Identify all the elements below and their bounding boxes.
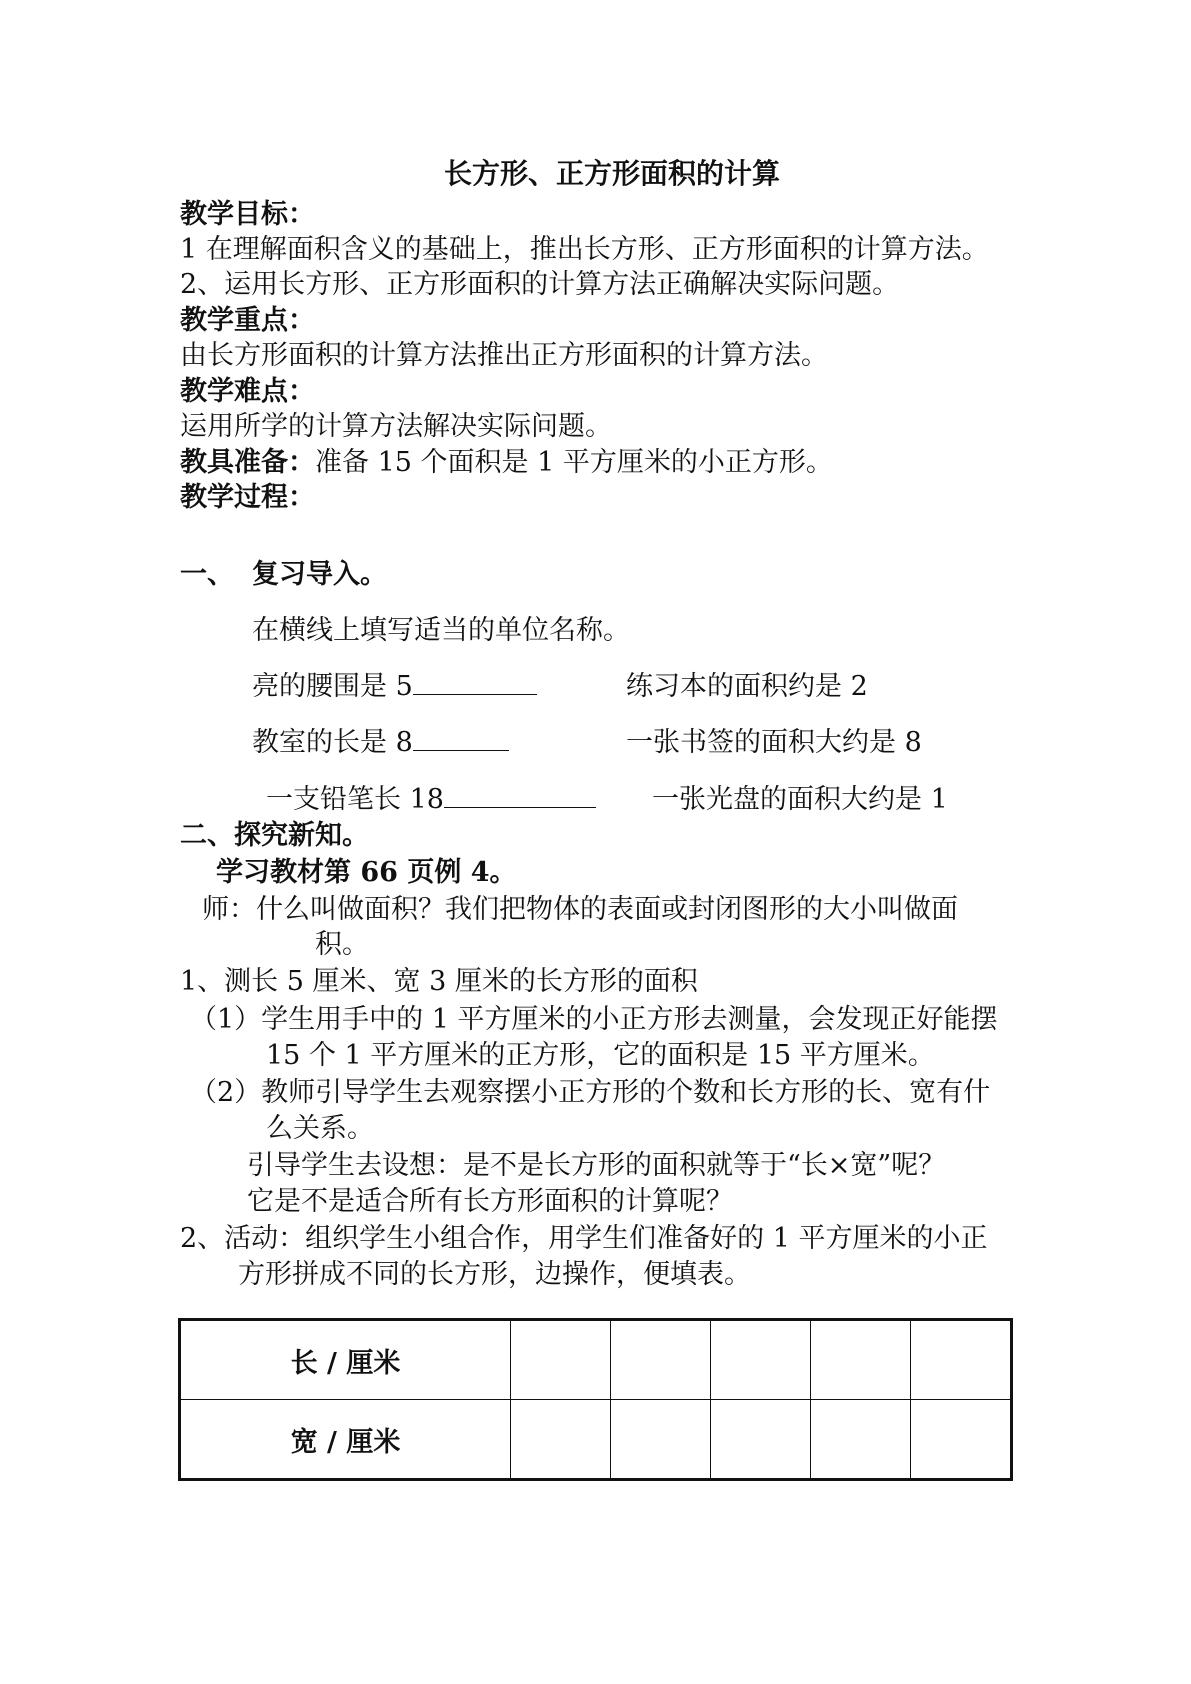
fill-item-text: 一支铅笔长 18: [266, 784, 444, 815]
row-label: 宽 / 厘米: [180, 1400, 511, 1480]
table-cell[interactable]: [711, 1400, 811, 1480]
fill-item: 练习本的面积约是 2: [626, 671, 868, 702]
step-2-cont: 方形拼成不同的长方形，边操作，便填表。: [238, 1259, 751, 1290]
answer-blank[interactable]: [444, 783, 596, 808]
materials-heading: 教具准备：: [180, 447, 315, 478]
table-row: [180, 1320, 1012, 1400]
difficulty-heading: 教学难点：: [180, 376, 315, 407]
objectives-heading: 教学目标：: [180, 199, 315, 230]
section2-subtitle: 学习教材第 66 页例 4。: [216, 857, 517, 888]
fill-item: [252, 670, 537, 704]
fill-item: [252, 726, 509, 760]
table-row: [180, 1400, 1012, 1480]
step-1: 1、测长 5 厘米、宽 3 厘米的长方形的面积: [180, 966, 698, 997]
section1-instruction: 在横线上填写适当的单位名称。: [252, 615, 630, 646]
key-point-heading: 教学重点：: [180, 305, 315, 336]
fill-item: 一张书签的面积大约是 8: [626, 727, 922, 758]
table-cell[interactable]: [811, 1400, 911, 1480]
materials-text: 准备 15 个面积是 1 平方厘米的小正方形。: [315, 447, 833, 478]
section2-title: 二、探究新知。: [180, 820, 369, 851]
key-point-text: 由长方形面积的计算方法推出正方形面积的计算方法。: [180, 340, 828, 371]
answer-blank[interactable]: [413, 670, 537, 695]
step-2: 2、活动：组织学生小组合作，用学生们准备好的 1 平方厘米的小正: [180, 1223, 988, 1254]
table-cell[interactable]: [611, 1400, 711, 1480]
objective-item: 2、运用长方形、正方形面积的计算方法正确解决实际问题。: [180, 269, 900, 300]
process-heading: 教学过程：: [180, 482, 315, 513]
section1-title: 复习导入。: [252, 559, 387, 590]
difficulty-text: 运用所学的计算方法解决实际问题。: [180, 411, 612, 442]
sub-step-1: （1）学生用手中的 1 平方厘米的小正方形去测量，会发现正好能摆: [190, 1004, 998, 1035]
objective-item: 1 在理解面积含义的基础上，推出长方形、正方形面积的计算方法。: [180, 234, 989, 265]
materials-line: [180, 446, 833, 480]
section1-number: 一、: [180, 559, 234, 590]
fill-in-table: [178, 1318, 1013, 1481]
fill-item: [266, 783, 596, 817]
sub-step-2-cont: 么关系。: [266, 1113, 374, 1144]
fill-item-text: 亮的腰围是 5: [252, 671, 413, 702]
table-cell[interactable]: [511, 1400, 611, 1480]
fill-item: 一张光盘的面积大约是 1: [652, 784, 948, 815]
teacher-line: 积。: [315, 929, 369, 960]
guide-line: 引导学生去设想：是不是长方形的面积就等于“长×宽”呢？: [247, 1150, 946, 1181]
answer-blank[interactable]: [413, 726, 509, 751]
teacher-line: 师：什么叫做面积？我们把物体的表面或封闭图形的大小叫做面: [202, 894, 958, 925]
row-label: 长 / 厘米: [180, 1320, 511, 1400]
fill-item-text: 教室的长是 8: [252, 727, 413, 758]
sub-step-1-cont: 15 个 1 平方厘米的正方形，它的面积是 15 平方厘米。: [266, 1040, 935, 1071]
table-cell[interactable]: [811, 1320, 911, 1400]
sub-step-2: （2）教师引导学生去观察摆小正方形的个数和长方形的长、宽有什: [190, 1077, 991, 1108]
table-cell[interactable]: [911, 1400, 1012, 1480]
table-cell[interactable]: [511, 1320, 611, 1400]
table-cell[interactable]: [711, 1320, 811, 1400]
table-cell[interactable]: [911, 1320, 1012, 1400]
page-title: 长方形、正方形面积的计算: [444, 157, 781, 190]
guide-line: 它是不是适合所有长方形面积的计算呢？: [247, 1186, 733, 1217]
table-cell[interactable]: [611, 1320, 711, 1400]
